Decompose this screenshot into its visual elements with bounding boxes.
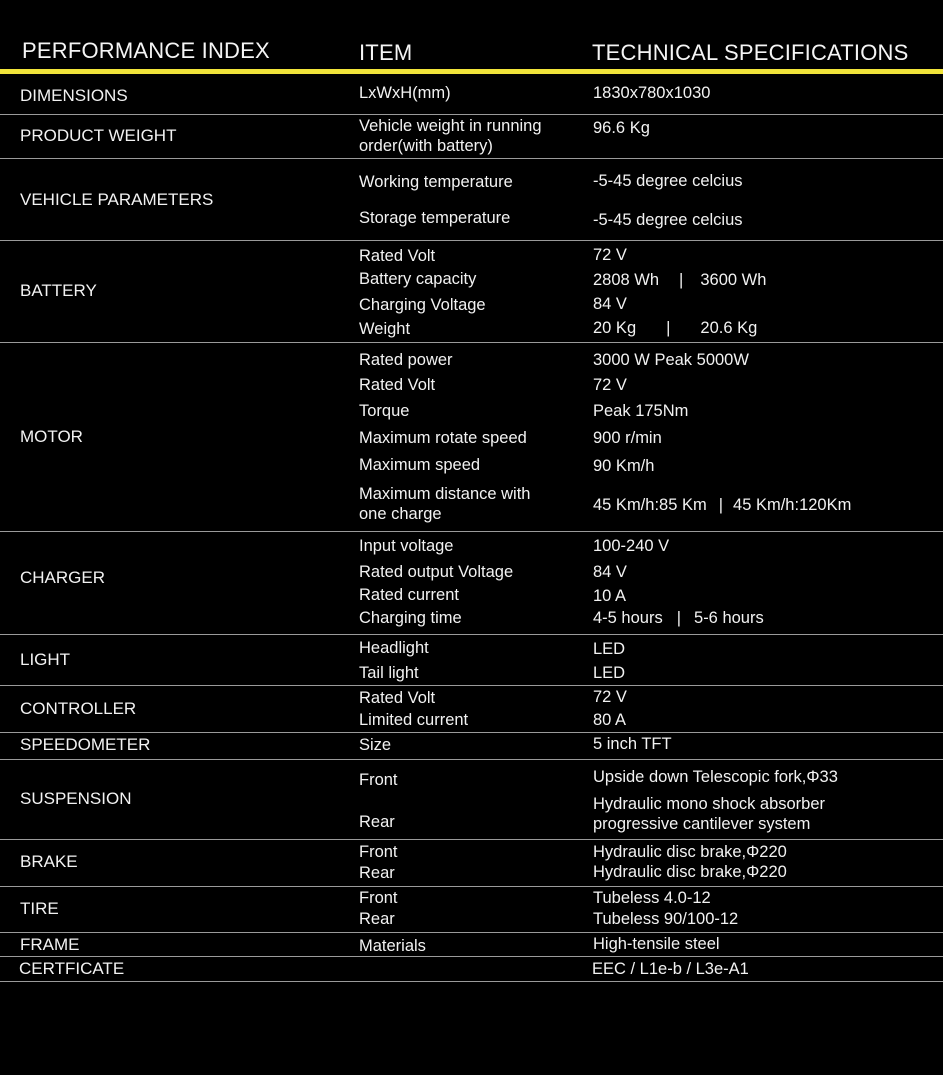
item-limited-current: Limited current bbox=[359, 711, 469, 729]
row-divider bbox=[0, 839, 943, 840]
item-motor-rated-volt: Rated Volt bbox=[359, 376, 436, 394]
spec-charging-voltage: 84 V bbox=[593, 295, 627, 313]
header-technical-specifications: TECHNICAL SPECIFICATIONS bbox=[592, 40, 909, 65]
table-header bbox=[0, 0, 943, 68]
item-max-distance-line2: one charge bbox=[359, 505, 442, 523]
item-tail-light: Tail light bbox=[359, 664, 419, 682]
row-divider bbox=[0, 634, 943, 635]
spec-battery-capacity-a: 2808 Wh bbox=[593, 271, 660, 289]
separator: | bbox=[718, 496, 724, 514]
spec-battery-weight-a: 20 Kg bbox=[593, 319, 637, 337]
row-divider bbox=[0, 956, 943, 957]
item-suspension-front: Front bbox=[359, 771, 398, 789]
header-accent-rule bbox=[0, 69, 943, 74]
category-speedometer: SPEEDOMETER bbox=[20, 735, 151, 754]
spec-battery-weight bbox=[593, 318, 757, 338]
category-dimensions: DIMENSIONS bbox=[20, 86, 128, 105]
spec-suspension-rear-line1: Hydraulic mono shock absorber bbox=[593, 795, 826, 813]
header-item: ITEM bbox=[359, 40, 413, 65]
spec-headlight: LED bbox=[593, 640, 626, 658]
item-headlight: Headlight bbox=[359, 639, 429, 657]
item-charging-voltage: Charging Voltage bbox=[359, 296, 486, 314]
spec-charging-time-b: 5-6 hours bbox=[694, 609, 764, 627]
category-certificate: CERTFICATE bbox=[19, 959, 125, 978]
spec-storage-temperature: -5-45 degree celcius bbox=[593, 211, 743, 229]
item-brake-front: Front bbox=[359, 843, 398, 861]
category-vehicle-parameters: VEHICLE PARAMETERS bbox=[20, 190, 214, 209]
spec-brake-front: Hydraulic disc brake,Φ220 bbox=[593, 843, 787, 861]
spec-working-temperature: -5-45 degree celcius bbox=[593, 172, 743, 190]
row-divider bbox=[0, 685, 943, 686]
item-dimensions: LxWxH(mm) bbox=[359, 84, 451, 102]
spec-materials: High-tensile steel bbox=[593, 935, 720, 953]
row-divider bbox=[0, 342, 943, 343]
row-divider bbox=[0, 759, 943, 760]
spec-limited-current: 80 A bbox=[593, 711, 627, 729]
category-controller: CONTROLLER bbox=[20, 699, 137, 718]
category-brake: BRAKE bbox=[20, 852, 78, 871]
category-frame: FRAME bbox=[20, 935, 80, 954]
spec-certificate: EEC / L1e-b / L3e-A1 bbox=[592, 960, 749, 978]
item-max-distance-line1: Maximum distance with bbox=[359, 485, 531, 503]
item-materials: Materials bbox=[359, 937, 426, 955]
row-divider bbox=[0, 981, 943, 982]
header-performance-index: PERFORMANCE INDEX bbox=[22, 38, 270, 63]
spec-max-rotate-speed: 900 r/min bbox=[593, 429, 662, 447]
item-tire-rear: Rear bbox=[359, 910, 395, 928]
spec-charging-time bbox=[593, 608, 764, 628]
spec-battery-weight-b: 20.6 Kg bbox=[700, 319, 758, 337]
item-rated-power: Rated power bbox=[359, 351, 453, 369]
item-charging-time: Charging time bbox=[359, 609, 462, 627]
category-product-weight: PRODUCT WEIGHT bbox=[20, 126, 177, 145]
spec-suspension-rear-line2: progressive cantilever system bbox=[593, 815, 811, 833]
row-divider bbox=[0, 531, 943, 532]
item-battery-weight: Weight bbox=[359, 320, 411, 338]
category-charger: CHARGER bbox=[20, 568, 106, 587]
item-vehicle-weight-line1: Vehicle weight in running bbox=[359, 117, 542, 135]
spec-max-distance bbox=[593, 495, 851, 515]
spec-input-voltage: 100-240 V bbox=[593, 537, 670, 555]
item-rated-output-voltage: Rated output Voltage bbox=[359, 563, 514, 581]
spec-motor-rated-volt: 72 V bbox=[593, 376, 627, 394]
item-controller-rated-volt: Rated Volt bbox=[359, 689, 436, 707]
spec-tire-front: Tubeless 4.0-12 bbox=[593, 889, 711, 907]
item-suspension-rear: Rear bbox=[359, 813, 395, 831]
item-tire-front: Front bbox=[359, 889, 398, 907]
spec-controller-rated-volt: 72 V bbox=[593, 688, 627, 706]
separator: | bbox=[679, 271, 684, 289]
spec-torque: Peak 175Nm bbox=[593, 402, 689, 420]
spec-max-speed: 90 Km/h bbox=[593, 457, 655, 475]
spec-suspension-front: Upside down Telescopic fork,Φ33 bbox=[593, 768, 838, 786]
category-suspension: SUSPENSION bbox=[20, 789, 132, 808]
row-divider bbox=[0, 158, 943, 159]
row-divider bbox=[0, 240, 943, 241]
spec-max-distance-b: 45 Km/h:120Km bbox=[733, 496, 852, 514]
item-torque: Torque bbox=[359, 402, 410, 420]
item-battery-capacity: Battery capacity bbox=[359, 270, 477, 288]
item-rated-current: Rated current bbox=[359, 586, 459, 604]
row-divider bbox=[0, 886, 943, 887]
item-input-voltage: Input voltage bbox=[359, 537, 454, 555]
category-motor: MOTOR bbox=[20, 427, 83, 446]
row-divider bbox=[0, 732, 943, 733]
spec-vehicle-weight: 96.6 Kg bbox=[593, 119, 650, 137]
item-vehicle-weight-line2: order(with battery) bbox=[359, 137, 493, 155]
spec-battery-capacity bbox=[593, 270, 766, 290]
spec-battery-rated-volt: 72 V bbox=[593, 246, 627, 264]
spec-tail-light: LED bbox=[593, 664, 626, 682]
category-light: LIGHT bbox=[20, 650, 71, 669]
spec-rated-power: 3000 W Peak 5000W bbox=[593, 351, 749, 369]
spec-rated-output-voltage: 84 V bbox=[593, 563, 627, 581]
spec-battery-capacity-b: 3600 Wh bbox=[700, 271, 767, 289]
item-max-rotate-speed: Maximum rotate speed bbox=[359, 429, 527, 447]
separator: | bbox=[676, 609, 682, 627]
item-working-temperature: Working temperature bbox=[359, 173, 513, 191]
spec-dimensions: 1830x780x1030 bbox=[593, 84, 711, 102]
item-battery-rated-volt: Rated Volt bbox=[359, 247, 436, 265]
spec-tire-rear: Tubeless 90/100-12 bbox=[593, 910, 739, 928]
spec-brake-rear: Hydraulic disc brake,Φ220 bbox=[593, 863, 787, 881]
row-divider bbox=[0, 932, 943, 933]
category-tire: TIRE bbox=[20, 899, 59, 918]
item-brake-rear: Rear bbox=[359, 864, 395, 882]
spec-size: 5 inch TFT bbox=[593, 735, 672, 753]
separator: | bbox=[666, 319, 671, 337]
item-max-speed: Maximum speed bbox=[359, 456, 481, 474]
item-size: Size bbox=[359, 736, 392, 754]
spec-rated-current: 10 A bbox=[593, 587, 627, 605]
spec-charging-time-a: 4-5 hours bbox=[593, 609, 663, 627]
category-battery: BATTERY bbox=[20, 281, 97, 300]
row-divider bbox=[0, 114, 943, 115]
spec-max-distance-a: 45 Km/h:85 Km bbox=[593, 496, 707, 514]
item-storage-temperature: Storage temperature bbox=[359, 209, 511, 227]
